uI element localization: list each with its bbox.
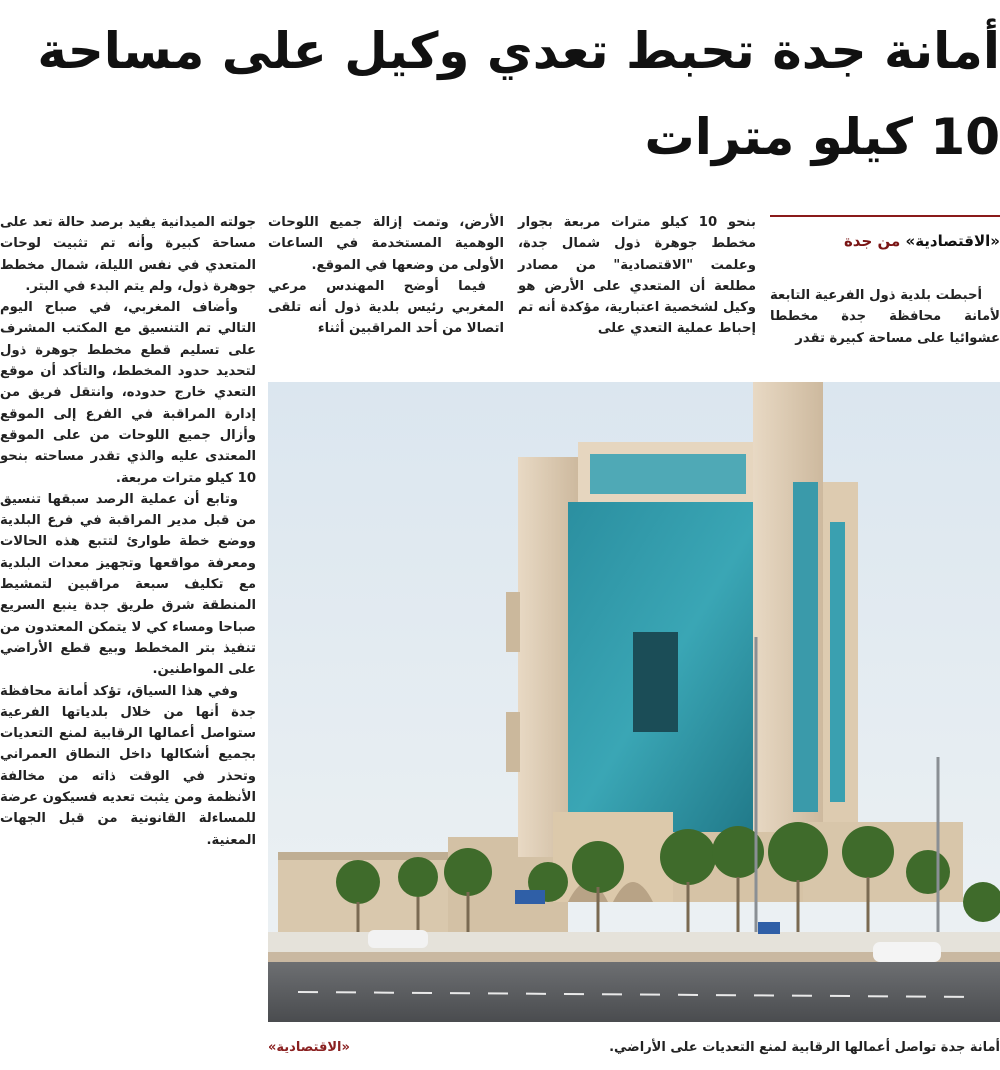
- headline: [0, 8, 1000, 180]
- paragraph: الأرض، وتمت إزالة جميع اللوحات الوهمية المستخدمة في الساعات الأولى من وضعها في الموقع.: [268, 215, 504, 273]
- caption-text: أمانة جدة تواصل أعمالها الرقابية لمنع التعديات على الأراضي.: [609, 1040, 1000, 1055]
- article-column-2: [518, 212, 756, 362]
- article-column-1: [770, 285, 1000, 365]
- caption-credit: «الاقتصادية»: [268, 1040, 350, 1055]
- photo-caption: [268, 1038, 1000, 1060]
- news-photo: [268, 382, 1000, 1022]
- paragraph: فيما أوضح المهندس مرعي المغربي رئيس بلدية ذول أنه تلقى اتصالا من أحد المراقبين أثناء: [268, 278, 504, 337]
- municipality-building-image: [268, 382, 1000, 1022]
- paragraph: وتابع أن عملية الرصد سبقها تنسيق من قبل مدير المراقبة في فرع البلدية ووضع خطة طوارئ لتتبع هذه الحالات ومعرفة مواقعها وتجهيز معدات البلدية مع تكليف سبعة مراقبين لتمشيط المنطقة شرق طريق جدة ينبع السريع صباحا ومساء كي لا يتمكن المعتدون من تنفيذ بتر المخطط وبيع قطع الأراضي على المواطنين.: [0, 491, 256, 678]
- article-column-4: [0, 212, 256, 1062]
- paragraph: بنحو 10 كيلو مترات مربعة بجوار مخطط جوهرة ذول شمال جدة، وعلمت "الاقتصادية" من مصادر مطلعة أن المتعدي على الأرض هو وكيل لشخصية اعتبارية، مؤكدة أنه تم إحباط عملية التعدي على: [518, 215, 756, 337]
- paragraph: وفي هذا السياق، تؤكد أمانة محافظة جدة أنها من خلال بلدياتها الفرعية ستواصل أعمالها الرقابية لمنع التعديات بجميع أشكالها داخل النطاق العمراني وتحذر في الوقت ذاته من مخالفة الأنظمة ومن يثبت تعديه فسيكون عرضة للمساءلة القانونية من قبل الجهات المعنية.: [0, 683, 256, 848]
- byline-city: من جدة: [843, 232, 901, 250]
- section-rule: [770, 215, 1000, 217]
- byline-source: «الاقتصادية»: [905, 232, 1000, 250]
- headline-line-1: أمانة جدة تحبط تعدي وكيل على مساحة: [37, 22, 1000, 80]
- article-column-3: [268, 212, 504, 362]
- paragraph: وأضاف المغربي، في صباح اليوم التالي تم التنسيق مع المكتب المشرف على تسليم قطع مخطط جوهرة ذول لتحديد حدود المخطط، والتأكد أن موقع التعدي خارج حدوده، وانتقل فريق من إدارة المراقبة في الفرع إلى الموقع وأزال جميع اللوحات من على الموقع المعتدى عليه والذي تقدر مساحته بنحو 10 كيلو مترات مربعة.: [0, 300, 256, 486]
- paragraph: أحبطت بلدية ذول الفرعية التابعة لأمانة محافظة جدة مخططا عشوائيا على مساحة كبيرة تقدر: [770, 288, 1000, 346]
- headline-line-2: 10 كيلو مترات: [644, 108, 1000, 166]
- paragraph: جولته الميدانية يفيد برصد حالة تعد على مساحة كبيرة وأنه تم تثبيت لوحات المتعدي في نفس الليلة، شمال مخطط جوهرة ذول، ولم يتم البدء في البتر.: [0, 215, 256, 294]
- byline: [770, 232, 1000, 250]
